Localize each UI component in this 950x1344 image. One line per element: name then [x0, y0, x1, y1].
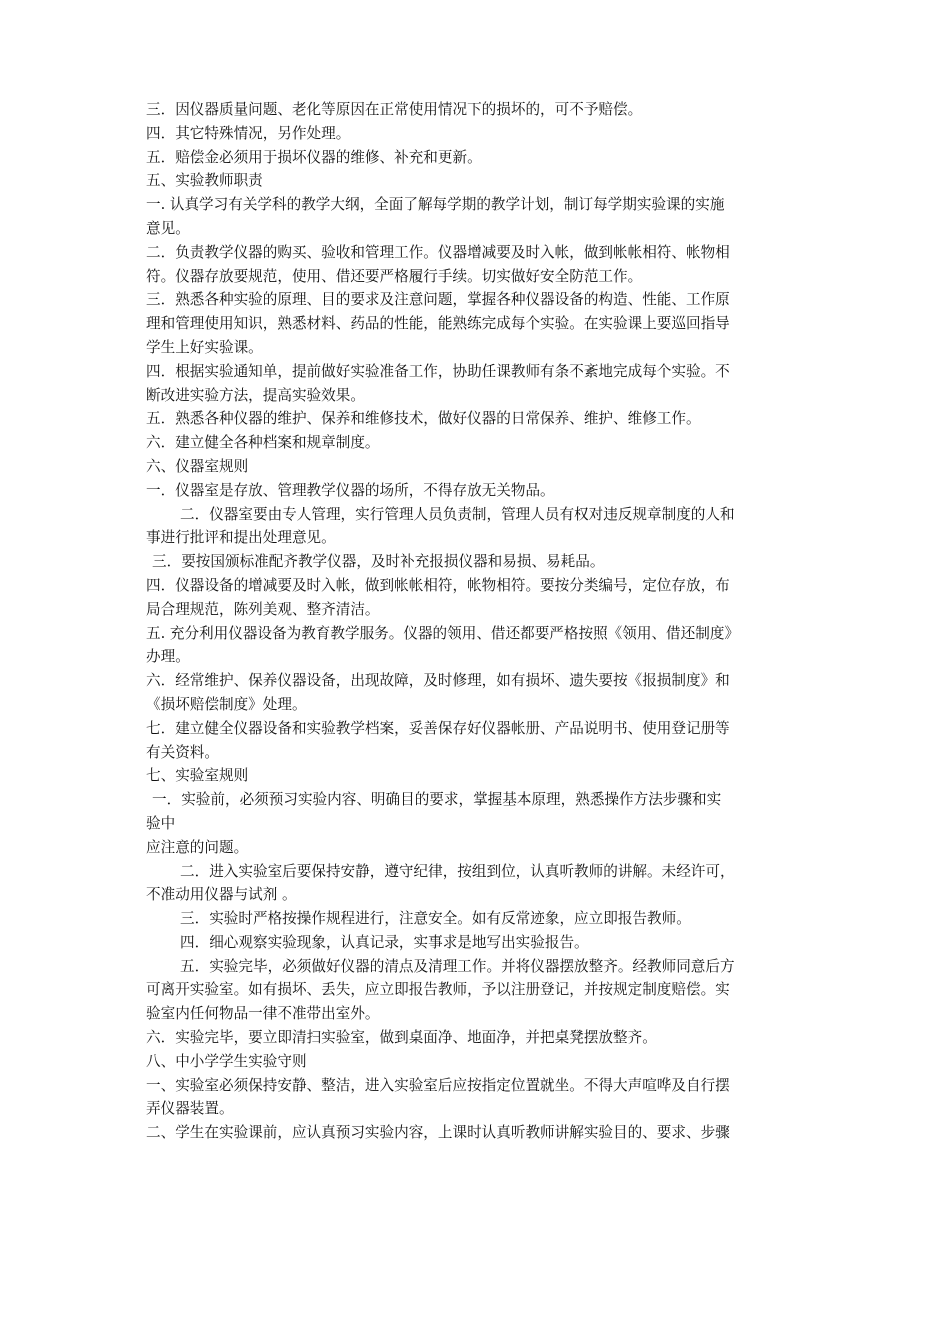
text-line: 五．熟悉各种仪器的维护、保养和维修技术，做好仪器的日常保养、维护、维修工作。	[146, 410, 701, 428]
text-line: 五．赔偿金必须用于损坏仪器的维修、补充和更新。	[146, 148, 482, 166]
text-line: 六．经常维护、保养仪器设备，出现故障，及时修理，如有损坏、遗失要按《报损制度》和	[146, 672, 730, 690]
text-line: 三．熟悉各种实验的原理、目的要求及注意问题，掌握各种仪器设备的构造、性能、工作原	[146, 291, 730, 309]
section-heading: 五、实验教师职责	[146, 172, 263, 190]
text-line: 理和管理使用知识，熟悉材料、药品的性能，能熟练完成每个实验。在实验课上要巡回指导	[146, 315, 730, 333]
text-line: 一．实验前，必须预习实验内容、明确目的要求，掌握基本原理，熟悉操作方法步骤和实	[152, 791, 722, 809]
text-line: 有关资料。	[146, 743, 219, 761]
text-line: 不准动用仪器与试剂 。	[146, 886, 297, 904]
text-line: 三．要按国颁标准配齐教学仪器，及时补充报损仪器和易损、易耗品。	[152, 553, 605, 571]
text-line: 三．因仪器质量问题、老化等原因在正常使用情况下的损坏的，可不予赔偿。	[146, 101, 643, 118]
text-line: 四．细心观察实验现象，认真记录，实事求是地写出实验报告。	[180, 933, 589, 951]
text-line: 二．仪器室要由专人管理，实行管理人员负责制，管理人员有权对违反规章制度的人和	[180, 505, 735, 523]
text-line: 验中	[146, 814, 176, 832]
text-line: 六．建立健全各种档案和规章制度。	[146, 434, 380, 452]
text-line: 符。仪器存放要规范，使用、借还要严格履行手续。切实做好安全防范工作。	[146, 267, 643, 285]
text-line: 可离开实验室。如有损坏、丢失，应立即报告教师，予以注册登记，并按规定制度赔偿。实	[146, 981, 730, 999]
text-line: 三．实验时严格按操作规程进行，注意安全。如有反常迹象，应立即报告教师。	[180, 910, 691, 928]
text-line: 六．实验完毕，要立即清扫实验室，做到桌面净、地面净，并把桌凳摆放整齐。	[146, 1029, 657, 1047]
text-line: 四．其它特殊情况，另作处理。	[146, 124, 351, 142]
text-line: 一、实验室必须保持安静、整洁，进入实验室后应按指定位置就坐。不得大声喧哗及自行摆	[146, 1076, 730, 1094]
text-line: 一. 认真学习有关学科的教学大纲，全面了解每学期的教学计划，制订每学期实验课的实施	[146, 196, 725, 214]
text-line: 断改进实验方法，提高实验效果。	[146, 386, 365, 404]
section-heading: 七、实验室规则	[146, 767, 249, 785]
text-line: 二．进入实验室后要保持安静，遵守纪律，按组到位，认真听教师的讲解。未经许可，	[180, 862, 735, 880]
section-heading: 六、仪器室规则	[146, 457, 249, 475]
text-line: 验室内任何物品一律不准带出室外。	[146, 1005, 380, 1023]
text-line: 五．实验完毕，必须做好仪器的清点及清理工作。并将仪器摆放整齐。经教师同意后方	[180, 957, 735, 975]
text-line: 一．仪器室是存放、管理教学仪器的场所，不得存放无关物品。	[146, 481, 555, 499]
text-line: 应注意的问题。	[146, 838, 249, 856]
text-line: 四．仪器设备的增减要及时入帐，做到帐帐相符，帐物相符。要按分类编号，定位存放，布	[146, 576, 730, 594]
text-line: 四．根据实验通知单，提前做好实验准备工作，协助任课教师有条不紊地完成每个实验。不	[146, 362, 730, 380]
text-line: 《损坏赔偿制度》处理。	[146, 695, 307, 713]
text-line: 二．负责教学仪器的购买、验收和管理工作。仪器增减要及时入帐，做到帐帐相符、帐物相	[146, 243, 730, 261]
document-body	[146, 98, 822, 1145]
text-line: 弄仪器装置。	[146, 1100, 234, 1118]
text-line: 学生上好实验课。	[146, 338, 263, 356]
text-line: 二、学生在实验课前，应认真预习实验内容，上课时认真听教师讲解实验目的、要求、步骤	[146, 1124, 730, 1142]
text-line: 五. 充分利用仪器设备为教育教学服务。仪器的领用、借还都要严格按照《领用、借还制度》	[146, 624, 740, 642]
text-line: 局合理规范，陈列美观、整齐清洁。	[146, 600, 380, 618]
text-line: 办理。	[146, 648, 190, 666]
text-line: 意见。	[146, 219, 190, 237]
text-line: 事进行批评和提出处理意见。	[146, 529, 336, 547]
section-heading: 八、中小学学生实验守则	[146, 1052, 307, 1070]
text-line: 七．建立健全仪器设备和实验教学档案，妥善保存好仪器帐册、产品说明书、使用登记册等	[146, 719, 730, 737]
